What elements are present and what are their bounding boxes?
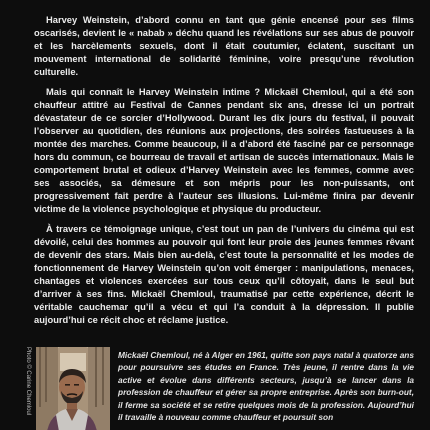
photo-credit bbox=[22, 347, 34, 430]
author-bio: Mickaël Chemloul, né à Alger en 1961, quitte son pays natal à quatorze ans pour poursuivre ses études en France. Très jeune, il rentre dans la vie active et évolue dans différents secteurs, jusqu’à se lancer dans la profession de chauffeur et gérer sa propre entreprise. Après son burn-out, il ferme sa société et se retire quelques mois de la profession. Aujourd’hui il travaille à nouveau comme chauffeur et poursuit son bbox=[118, 350, 414, 423]
blurb bbox=[34, 14, 414, 334]
author-photo bbox=[36, 347, 110, 430]
blurb-paragraph-1: Harvey Weinstein, d’abord connu en tant que génie encensé pour ses films oscarisés, devient le « nabab » déchu quand les révélations sur ses abus de pouvoir et les harcèlements sexuels, dont il était coutumier, éclatent, suscitant un mouvement international de solidarité féminine, voire presqu’une révolution culturelle. bbox=[34, 15, 414, 77]
author-portrait-image bbox=[36, 347, 110, 430]
blurb-paragraph-2: Mais qui connaît le Harvey Weinstein intime ? Mickaël Chemloul, qui a été son chauffeur attitré au Festival de Cannes pendant six ans, dresse ici un portrait dévastateur de ce sorcier d’Hollywood. Durant les dix jours du festival, il pouvait l’observer au quotidien, des réunions aux projections, des soirées fastueuses à la montée des marches. Comme beaucoup, il a d’abord été fasciné par ce personnage hors du commun, ce bourreau de travail et artisan de succès internationaux. Mais le comportement brutal et odieux d’Harvey Weinstein avec les femmes, comme avec ses associés, sa démesure et son mépris pour les non-puissants, ont progressivement fait perdre à l’auteur ses illusions. Lui-même finira par devenir victime de la violence psychologique et physique du producteur. bbox=[34, 87, 414, 214]
photo-credit-text: Photo © Carine Chemloul bbox=[25, 347, 31, 416]
blurb-paragraph-3: À travers ce témoignage unique, c’est tout un pan de l’univers du cinéma qui est dévoilé, celui des hommes au pouvoir qui font leur proie des jeunes femmes rêvant de devenir des stars. Mais bien au-delà, c’est toute la personnalité et les modes de fonctionnement de Harvey Weinstein qu’on voit émerger : manipulations, menaces, chantages et violences exercées sur tous ceux qu’il côtoyait, dans le seul but d’arriver à ses fins. Mickaël Chemloul, traumatisé par cette expérience, décrit le véritable cauchemar qu’il a vécu et qui l’a conduit à la dépression. Il publie aujourd’hui ce récit choc et réclame justice. bbox=[34, 224, 414, 325]
